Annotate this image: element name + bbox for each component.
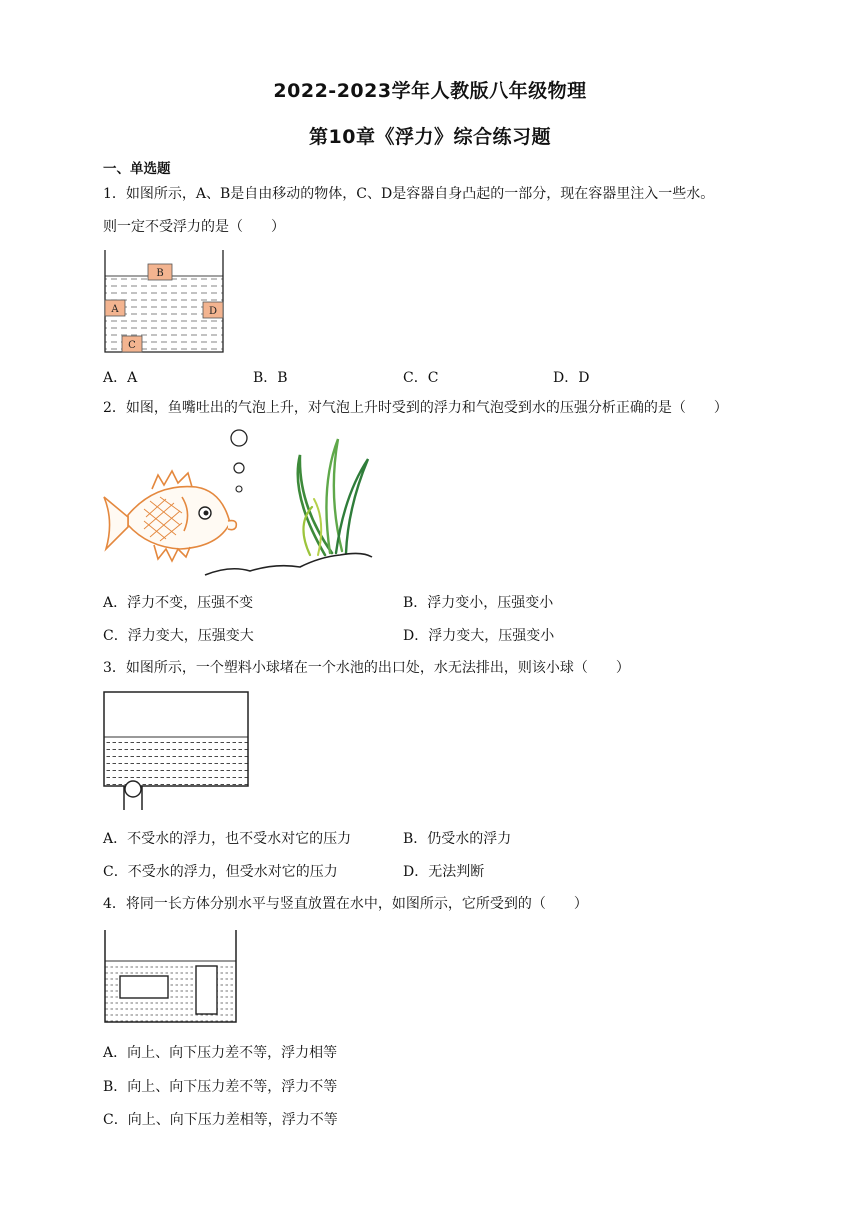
- question-2-stem: 2．如图，鱼嘴吐出的气泡上升，对气泡上升时受到的浮力和气泡受到水的压强分析正确的是（ ）: [103, 400, 728, 416]
- question-4-option-b[interactable]: B．向上、向下压力差不等，浮力不等: [103, 1079, 338, 1095]
- plastic-ball: [125, 781, 141, 797]
- question-1-option-b[interactable]: B．B: [253, 370, 288, 386]
- question-1-option-d[interactable]: D．D: [553, 370, 590, 386]
- question-2-figure: [100, 425, 380, 580]
- block-vertical: [196, 966, 217, 1014]
- question-1-option-c[interactable]: C．C: [403, 370, 439, 386]
- question-3-option-a[interactable]: A．不受水的浮力，也不受水对它的压力: [103, 831, 352, 847]
- block-horizontal: [120, 976, 168, 998]
- question-3-stem: 3．如图所示，一个塑料小球堵在一个水池的出口处，水无法排出，则该小球（ ）: [103, 660, 630, 676]
- question-2-option-b[interactable]: B．浮力变小，压强变小: [403, 595, 554, 611]
- label-a: A: [111, 304, 119, 315]
- label-b: B: [156, 268, 164, 279]
- question-2-option-a[interactable]: A．浮力不变，压强不变: [103, 595, 254, 611]
- question-2-option-c[interactable]: C．浮力变大，压强变大: [103, 628, 254, 644]
- question-4-option-c[interactable]: C．向上、向下压力差相等，浮力不等: [103, 1112, 338, 1128]
- question-3-option-b[interactable]: B．仍受水的浮力: [403, 831, 512, 847]
- bubble-small: [236, 486, 242, 492]
- question-4-stem: 4．将同一长方体分别水平与竖直放置在水中，如图所示，它所受到的（ ）: [103, 896, 588, 912]
- question-1-stem-line1: 1．如图所示，A、B是自由移动的物体，C、D是容器自身凸起的一部分，现在容器里注入一些水。: [103, 186, 715, 202]
- question-4-option-a[interactable]: A．向上、向下压力差不等，浮力相等: [103, 1045, 338, 1061]
- document-title: 2022-2023学年人教版八年级物理: [273, 80, 587, 102]
- question-3-option-c[interactable]: C．不受水的浮力，但受水对它的压力: [103, 864, 338, 880]
- question-4-figure: [100, 928, 242, 1028]
- label-c: C: [128, 340, 136, 351]
- seaweed-icon: [298, 439, 368, 555]
- question-3-figure: [100, 690, 252, 812]
- ground-line: [205, 553, 372, 575]
- document-subtitle: 第10章《浮力》综合练习题: [309, 126, 551, 148]
- label-d: D: [208, 306, 218, 317]
- question-3-option-d[interactable]: D．无法判断: [403, 864, 485, 880]
- question-1-stem-line2: 则一定不受浮力的是（ ）: [103, 219, 285, 235]
- fish: [104, 471, 236, 561]
- question-1-figure: [100, 248, 230, 358]
- section-heading: 一、单选题: [103, 161, 171, 177]
- question-1-option-a[interactable]: A．A: [103, 370, 138, 386]
- bubble-large: [231, 430, 247, 446]
- bubble-medium: [234, 463, 244, 473]
- question-2-option-d[interactable]: D．浮力变大，压强变小: [403, 628, 555, 644]
